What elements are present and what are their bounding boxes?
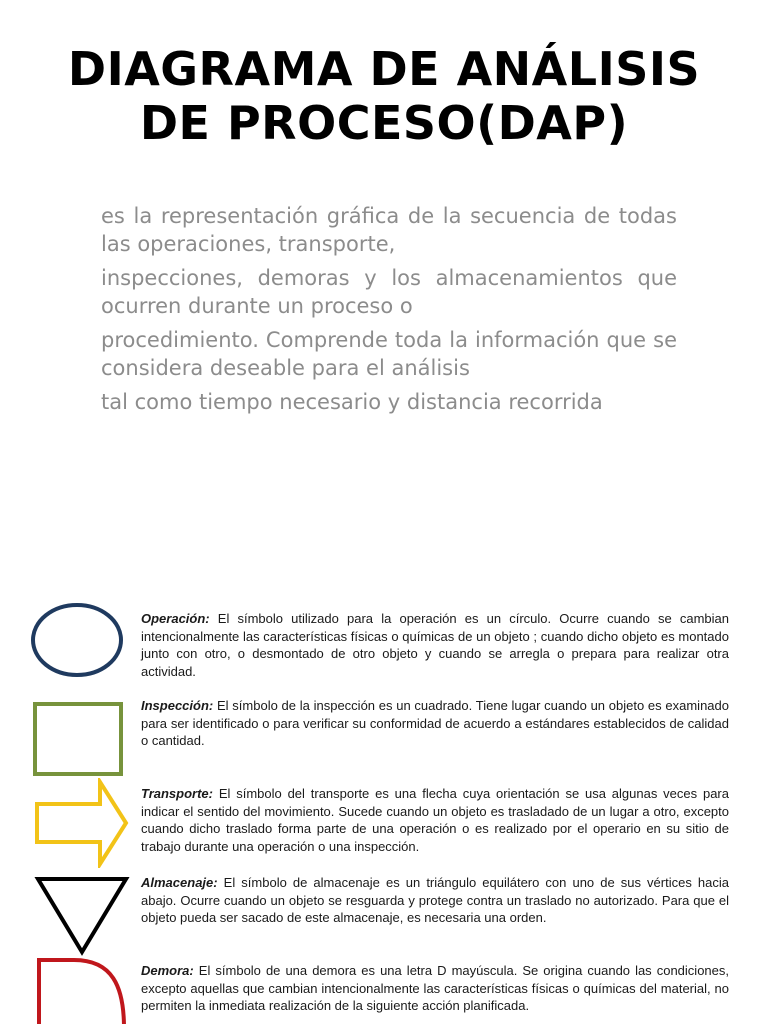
symbol-item-transporte <box>141 785 729 855</box>
symbol-term: Demora: <box>141 963 194 978</box>
symbol-description: El símbolo utilizado para la operación es un círculo. Ocurre cuando se cambian intencionalmente las características físicas o químicas de un objeto ; cuando dicho objeto es montado junto con otro, o desmontado de otro objeto y cuando se arregla o prepara para realizar otra actividad. <box>141 611 729 679</box>
intro-paragraph-4: tal como tiempo necesario y distancia recorrida <box>101 390 603 414</box>
square-icon <box>32 701 124 777</box>
intro-paragraph-2: inspecciones, demoras y los almacenamientos que ocurren durante un proceso o <box>101 266 677 318</box>
d-shape-icon <box>34 956 130 1024</box>
intro-paragraph-3: procedimiento. Comprende toda la información que se considera deseable para el análisis <box>101 328 677 380</box>
symbol-item-almacenaje <box>141 874 729 927</box>
symbol-term: Transporte: <box>141 786 213 801</box>
symbol-description: El símbolo de la inspección es un cuadrado. Tiene lugar cuando un objeto es examinado para ser identificado o para verificar su conformidad de acuerdo a estándares establecidos de calidad o cantidad. <box>141 698 729 748</box>
symbol-term: Inspección: <box>141 698 214 713</box>
title-line-2: DE PROCESO(DAP) <box>139 96 629 150</box>
page-title <box>0 42 768 150</box>
symbol-description: El símbolo del transporte es una flecha cuya orientación se usa algunas veces para indicar el sentido del movimiento. Sucede cuando un objeto es trasladado de un lugar a otro, excepto cuando dicho traslado forma parte de una operación o es realizado por el operario en su sitio de trabajo durante una operación o una inspección. <box>141 786 729 854</box>
arrow-right-icon <box>34 778 130 868</box>
symbol-item-inspeccion <box>141 697 729 750</box>
symbol-term: Operación: <box>141 611 210 626</box>
circle-icon <box>28 600 128 682</box>
title-line-1: DIAGRAMA DE ANÁLISIS <box>67 42 701 96</box>
triangle-down-icon <box>34 876 130 956</box>
symbol-item-operacion <box>141 610 729 680</box>
intro-text <box>101 202 677 422</box>
symbol-description: El símbolo de almacenaje es un triángulo equilátero con uno de sus vértices hacia abajo. Ocurre cuando un objeto se resguarda y protege contra un traslado no autorizado. Para que el objeto pueda ser sacado de este almacenaje, es necesaria una orden. <box>141 875 729 925</box>
intro-paragraph-1: es la representación gráfica de la secuencia de todas las operaciones, transporte, <box>101 204 677 256</box>
symbol-item-demora <box>141 962 729 1015</box>
symbol-term: Almacenaje: <box>141 875 218 890</box>
symbol-description: El símbolo de una demora es una letra D mayúscula. Se origina cuando las condiciones, excepto aquellas que cambian intencionalmente las características físicas o químicas del material, no permiten la inmediata realización de la siguiente acción planificada. <box>141 963 729 1013</box>
